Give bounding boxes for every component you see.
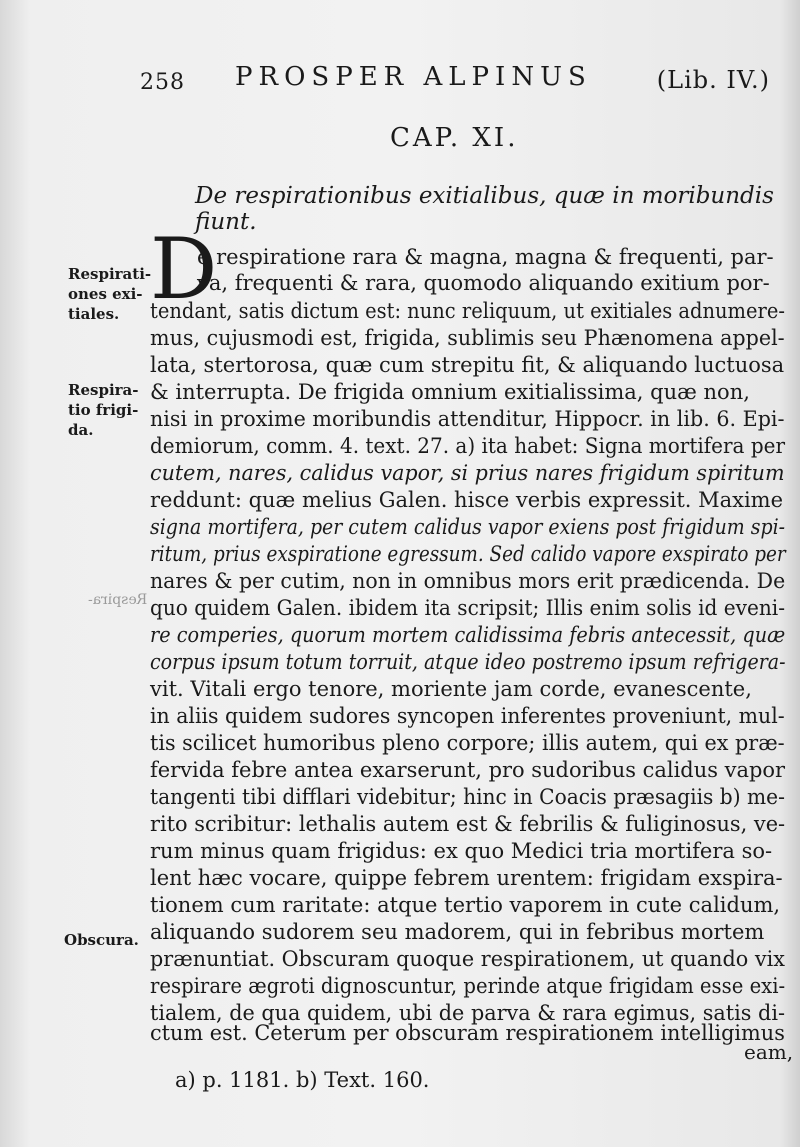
text-line: tis scilicet humoribus pleno corpore; illis autem, qui ex præ- — [150, 731, 785, 755]
text-line: tionem cum raritate: atque tertio vaporem in cute calidum, — [150, 893, 781, 917]
text-line: signa mortifera, per cutem calidus vapor exiens post frigidum spi- — [150, 515, 786, 539]
text-line: mus, cujusmodi est, frigida, sublimis seu Phænomena appel- — [150, 326, 785, 350]
book-reference: (Lib. IV.) — [656, 66, 770, 94]
text-line: rito scribitur: lethalis autem est & febrilis & fuliginosus, ve- — [150, 812, 786, 836]
text-line: demiorum, comm. 4. text. 27. a) ita habet: Signa mortifera per — [150, 434, 786, 458]
text-line: aliquando sudorem seu madorem, qui in febribus mortem — [150, 920, 765, 944]
text-line: lent hæc vocare, quippe febrem urentem: frigidam exspira- — [150, 866, 783, 890]
text-line: fervida febre antea exarserunt, pro sudoribus calidus vapor — [150, 758, 785, 782]
text-line: reddunt: quæ melius Galen. hisce verbis expressit. Maxime — [150, 488, 784, 512]
text-line: lata, stertorosa, quæ cum strepitu fit, & aliquando luctuosa — [150, 353, 785, 377]
page-number: 258 — [140, 70, 185, 95]
margin-note-line: tiales. — [68, 305, 120, 323]
text-line: cutem, nares, calidus vapor, si prius nares frigidum spiritum — [150, 461, 785, 485]
text-line: e respiratione rara & magna, magna & frequenti, par- — [197, 245, 774, 269]
chapter-heading: CAP. XI. — [390, 123, 519, 153]
text-line: tendant, satis dictum est: nunc reliquum, ut exitiales adnumere- — [150, 299, 785, 323]
text-line: ritum, prius exspiratione egressum. Sed calido vapore exspirato per — [150, 542, 786, 566]
margin-note-line: tio frigi- — [68, 401, 139, 419]
text-line: rum minus quam frigidus: ex quo Medici tria mortifera so- — [150, 839, 773, 863]
text-line: nisi in proxime moribundis attenditur, Hippocr. in lib. 6. Epi- — [150, 407, 785, 431]
text-line: in aliis quidem sudores syncopen inferentes proveniunt, mul- — [150, 704, 785, 728]
text-line: respirare ægroti dignoscuntur, perinde atque frigidam esse exi- — [150, 974, 786, 998]
text-line: quo quidem Galen. ibidem ita scripsit; Illis enim solis id eveni- — [150, 596, 785, 620]
text-line: & interrupta. De frigida omnium exitialissima, quæ non, — [150, 380, 750, 404]
margin-note-line: da. — [68, 421, 94, 439]
text-line: tialem, de qua quidem, ubi de parva & rara egimus, satis di- — [150, 1001, 785, 1025]
bleed-through-text: Respira- — [88, 592, 148, 608]
footnote: a) p. 1181. b) Text. 160. — [175, 1068, 430, 1092]
drop-capital: D — [150, 220, 218, 318]
text-line: tangenti tibi difflari videbitur; hinc in Coacis præsagiis b) me- — [150, 785, 785, 809]
chapter-subtitle: De respirationibus exitialibus, quæ in moribundis fiunt. — [195, 183, 774, 235]
text-line: va, frequenti & rara, quomodo aliquando exitium por- — [197, 271, 770, 295]
running-title: PROSPER ALPINUS — [235, 62, 592, 92]
margin-note-line: ones exi- — [68, 285, 143, 303]
text-line: corpus ipsum totum torruit, atque ideo postremo ipsum refrigera- — [150, 650, 786, 674]
text-line: ctum est. Ceterum per obscuram respirationem intelligimus — [150, 1021, 785, 1045]
margin-note-line: Respirati- — [68, 265, 152, 283]
margin-note-line: Obscura. — [64, 931, 139, 949]
text-line: prænuntiat. Obscuram quoque respirationem, ut quando vix — [150, 947, 785, 971]
text-line: vit. Vitali ergo tenore, moriente jam corde, evanescente, — [150, 677, 752, 701]
text-line: re comperies, quorum mortem calidissima febris antecessit, quæ — [150, 623, 786, 647]
text-line: nares & per cutim, non in omnibus mors erit prædicenda. De — [150, 569, 786, 593]
catchword: eam, — [744, 1040, 794, 1064]
margin-note-line: Respira- — [68, 381, 139, 399]
